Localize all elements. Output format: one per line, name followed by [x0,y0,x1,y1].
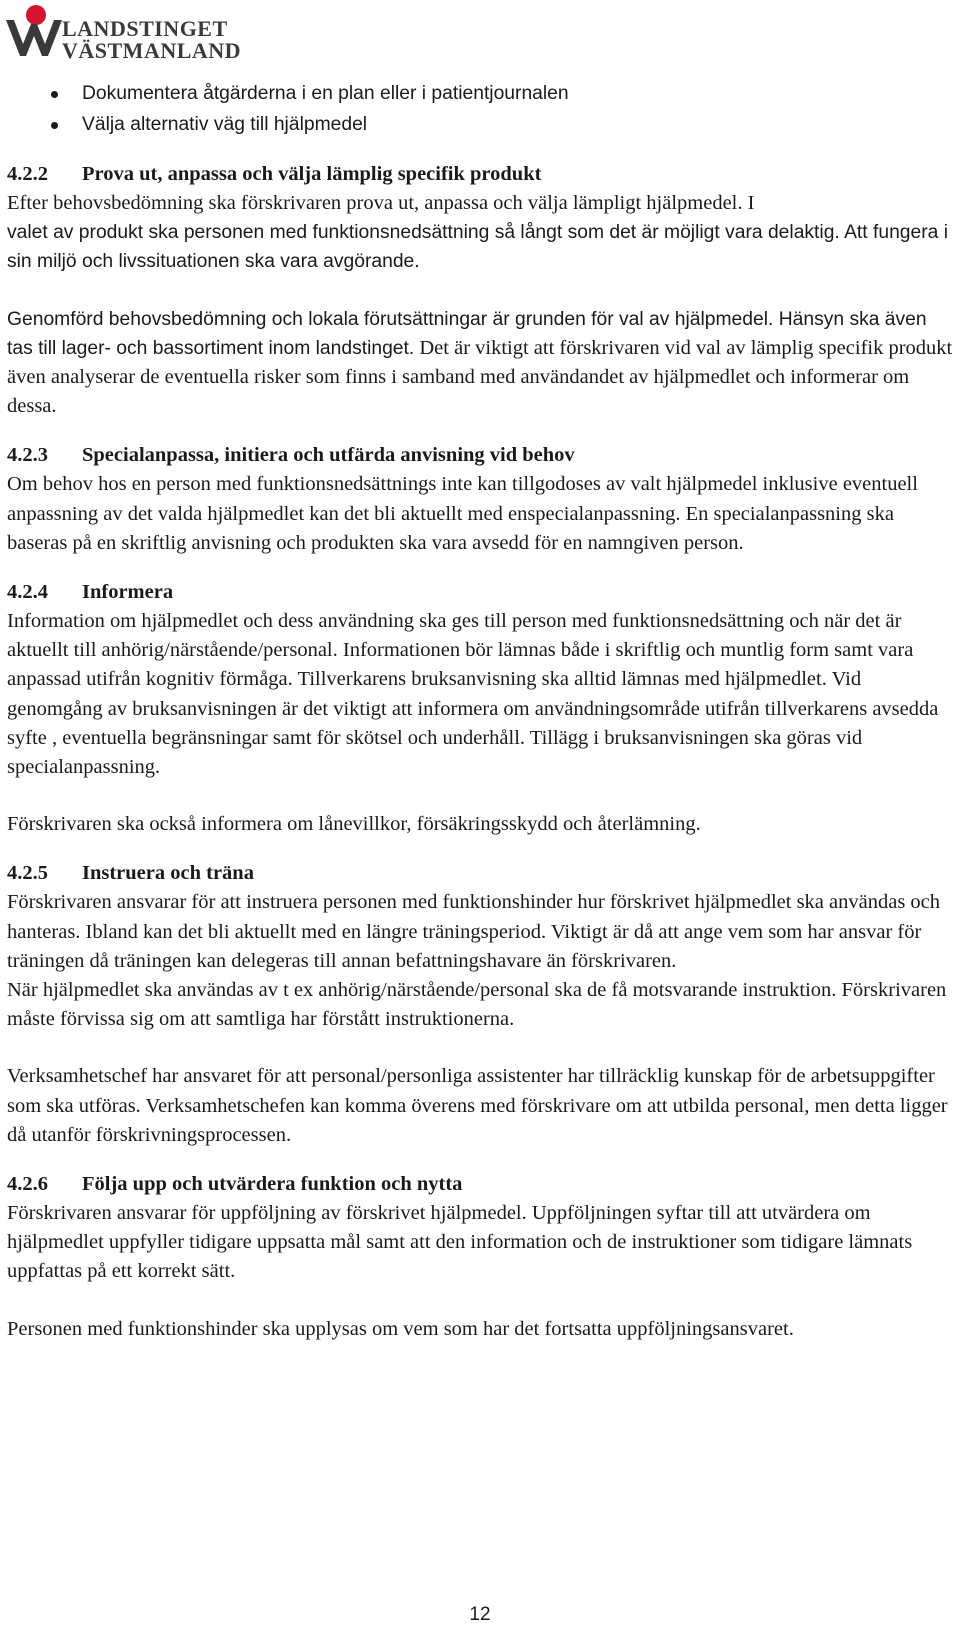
logo-line2: VÄSTMANLAND [62,38,242,63]
section-number: 4.2.2 [7,163,48,185]
bullet-item: Dokumentera åtgärderna i en plan eller i patientjournalen [7,78,953,109]
section-heading-4-2-2 [7,159,953,189]
section-heading-4-2-3 [7,440,953,470]
landstinget-logo [4,4,242,63]
bullet-list [7,78,953,140]
paragraph-part: Genomförd behovsbedömning och lokala förutsättningar är grunden för val av hjälpmedel. Hänsyn ska även tas till lager- och bassortiment inom landstinget. [7,308,927,359]
paragraph: Förskrivaren ansvarar för uppföljning av förskrivet hjälpmedel. Uppföljningen syftar till att utvärdera om hjälpmedlet uppfyller tidigare uppsatta mål samt att den information och de instruktioner som tidigare lämnats uppfattas på ett korrekt sätt. [7,1202,913,1283]
logo-mark-icon [4,4,64,60]
paragraph: valet av produkt ska personen med funktionsnedsättning så långt som det är möjligt vara delaktig. Att fungera i sin miljö och livssituationen ska vara avgörande. [7,222,949,273]
paragraph [7,305,953,422]
document-body [7,78,953,1344]
section-title: Prova ut, anpassa och välja lämplig specifik produkt [82,163,542,185]
paragraph: Efter behovsbedömning ska förskrivaren prova ut, anpassa och välja lämpligt hjälpmedel. I [7,192,755,214]
paragraph: Verksamhetschef har ansvaret för att personal/personliga assistenter har tillräcklig kunskap för de arbetsuppgifter som ska utföras. Verksamhetschefen kan komma överens med förskrivare om att utbilda personal, men detta ligger då utanför förskrivningsprocessen. [7,1065,948,1146]
paragraph-part: Det är viktigt att förskrivaren vid val av lämplig specifik produkt även analyserar de eventuella risker som finns i samband med användandet av hjälpmedlet och informerar om dessa. [7,336,953,418]
logo-line1: LANDSTINGET [62,16,228,41]
paragraph: När hjälpmedlet ska användas av t ex anhörig/närstående/personal ska de få motsvarande instruktion. Förskrivaren måste förvissa sig om att samtliga har förstått instruktionerna. [7,979,947,1031]
paragraph: Förskrivaren ska också informera om lånevillkor, försäkringsskydd och återlämning. [7,813,701,836]
paragraph: Om behov hos en person med funktionsnedsättnings inte kan tillgodoses av valt hjälpmedel inklusive eventuell anpassning av det valda hjälpmedlet kan det bli aktuellt med enspecialanpassning. En specialanpassning ska baseras på en skriftlig anvisning och produkten ska vara avsedd för en namngiven person. [7,473,918,554]
section-number: 4.2.3 [7,444,48,467]
section-title: Specialanpassa, initiera och utfärda anvisning vid behov [82,444,575,467]
bullet-item: Välja alternativ väg till hjälpmedel [7,109,953,140]
paragraph: Information om hjälpmedlet och dess användning ska ges till person med funktionsnedsättning och när det är aktuellt till anhörig/närstående/personal. Informationen bör lämnas både i skriftlig och muntlig form samt vara anpassad utifrån kognitiv förmåga. Tillverkarens bruksanvisning ska alltid lämnas med hjälpmedlet. Vid genomgång av bruksanvisningen är det viktigt att informera om användningsområde utifrån tillverkarens avsedda syfte , eventuella begränsningar samt för skötsel och underhåll. Tillägg i bruksanvisningen ska göras vid specialanpassning. [7,610,939,779]
section-number: 4.2.4 [7,581,48,604]
section-heading-4-2-4 [7,577,953,607]
section-heading-4-2-5 [7,858,953,888]
paragraph: Förskrivaren ansvarar för att instruera personen med funktionshinder hur förskrivet hjälpmedlet ska användas och hanteras. Ibland kan det bli aktuellt med en längre träningsperiod. Viktigt är då att ange vem som har ansvar för träningen då träningen kan delegeras till annan befattningshavare än förskrivaren. [7,891,941,972]
page-number: 12 [469,1604,491,1625]
section-number: 4.2.5 [7,862,48,885]
section-title: Följa upp och utvärdera funktion och nytta [82,1173,463,1196]
paragraph: Personen med funktionshinder ska upplysas om vem som har det fortsatta uppföljningsansvaret. [7,1317,794,1340]
section-title: Informera [82,581,174,604]
section-heading-4-2-6 [7,1169,953,1199]
section-number: 4.2.6 [7,1173,48,1196]
section-title: Instruera och träna [82,862,254,885]
